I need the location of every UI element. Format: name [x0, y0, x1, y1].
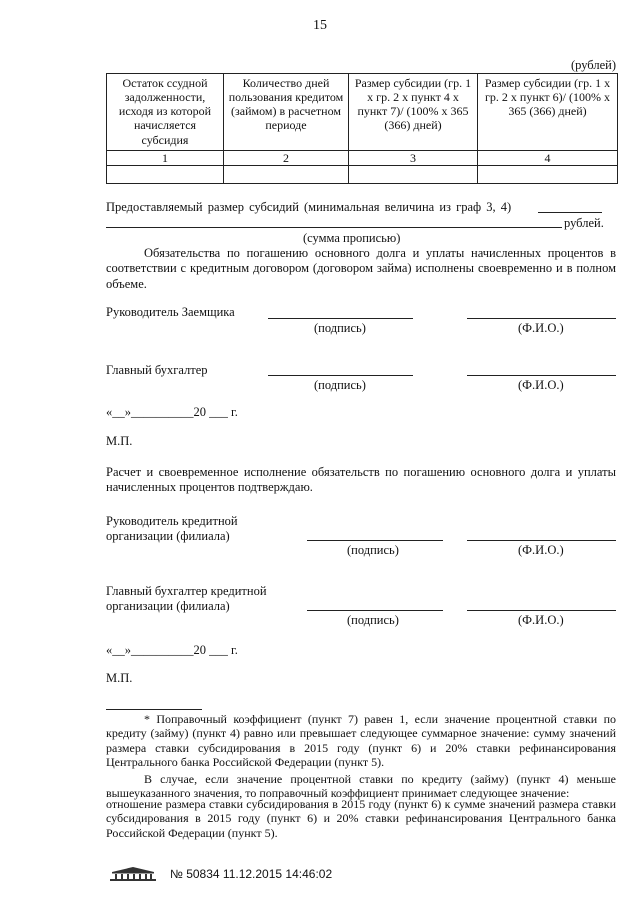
registration-number: № 50834 11.12.2015 14:46:02 [170, 867, 333, 881]
table-header-cell: Остаток ссудной задолженности, исходя из которой начисляется субсидия [107, 74, 224, 151]
fio-line [467, 610, 616, 611]
obligations-paragraph: Обязательства по погашению основного долга и уплаты начисленных процентов в соответствии с кредитным договором (договором займа) исполнены своевременно и в полном объеме. [106, 246, 616, 291]
footnote-paragraph: В случае, если значение процентной ставки по кредиту (займу) (пункт 4) меньше вышеуказанного значения, то поправочный коэффициент принимает следующее значение: [106, 772, 616, 801]
sum-in-words-line [106, 227, 562, 228]
signature-line [268, 375, 413, 376]
table-cell [107, 166, 224, 184]
borrower-head-label: Руководитель Заемщика [106, 305, 235, 319]
confirmation-paragraph: Расчет и своевременное исполнение обязательств по погашению основного долга и уплаты начисленных процентов подтверждаю. [106, 465, 616, 495]
table-number-cell: 4 [478, 151, 618, 166]
table-header-cell: Размер субсидии (гр. 1 х гр. 2 х пункт 4 х пункт 7)/ (100% х 365 (366) дней) [349, 74, 478, 151]
fio-line [467, 375, 616, 376]
provided-amount-text: Предоставляемый размер субсидий (минимальная величина из граф 3, 4) [106, 200, 512, 214]
date-line: «__»__________20 ___ г. [106, 643, 238, 657]
signature-caption: (подпись) [347, 613, 399, 627]
bank-accountant-label [106, 584, 326, 615]
date-line: «__»__________20 ___ г. [106, 405, 238, 419]
table-number-cell: 2 [224, 151, 349, 166]
bank-head-label-line: организации (филиала) [106, 529, 230, 544]
table-header-cell: Размер субсидии (гр. 1 х гр. 2 х пункт 6)/ (100% х 365 (366) дней) [478, 74, 618, 151]
footnote-separator [106, 709, 202, 710]
bank-head-label [106, 514, 306, 545]
signature-line [307, 540, 443, 541]
signature-caption: (подпись) [314, 378, 366, 392]
table-row [107, 166, 618, 184]
table-header-cell: Количество дней пользования кредитом (займом) в расчетном периоде [224, 74, 349, 151]
signature-line [307, 610, 443, 611]
footnote-paragraph: * Поправочный коэффициент (пункт 7) равен 1, если значение процентной ставки по кредиту (займу) (пункт 4) равно или превышает следующее суммарное значение: сумму значений размера ставки субсидирования в 2015 году (пункт 6) и 20% ставки рефинансирования Центрального банка Российской Федерации (пункт 5). [106, 712, 616, 770]
page-number: 15 [313, 18, 327, 33]
table-number-row [107, 151, 618, 166]
bank-accountant-label-line: организации (филиала) [106, 599, 230, 614]
stamp-place-label: М.П. [106, 671, 133, 685]
table-number-cell: 1 [107, 151, 224, 166]
registration-stamp [108, 864, 448, 884]
table-cell [478, 166, 618, 184]
fio-caption: (Ф.И.О.) [518, 613, 564, 627]
signature-caption: (подпись) [347, 543, 399, 557]
table-header-row [107, 74, 618, 151]
rubles-label: рублей. [564, 216, 604, 230]
stamp-place-label: М.П. [106, 434, 133, 448]
signature-caption: (подпись) [314, 321, 366, 335]
bank-accountant-label-line: Главный бухгалтер кредитной [106, 584, 267, 598]
fio-line [467, 318, 616, 319]
fio-caption: (Ф.И.О.) [518, 321, 564, 335]
table-cell [224, 166, 349, 184]
table-cell [349, 166, 478, 184]
subsidy-table [106, 73, 618, 184]
chief-accountant-label: Главный бухгалтер [106, 363, 208, 377]
fio-line [467, 540, 616, 541]
provided-amount-line [538, 212, 602, 213]
footnote-paragraph: отношение размера ставки субсидирования в 2015 году (пункт 6) к сумме значений размера ставки субсидирования в 2015 году (пункт 6) и 20% ставки рефинансирования Центрального банка Российской Федерации (пункт 5). [106, 797, 616, 840]
bank-head-label-line: Руководитель кредитной [106, 514, 238, 528]
fio-caption: (Ф.И.О.) [518, 543, 564, 557]
sum-in-words-label: (сумма прописью) [303, 231, 401, 245]
building-logo-icon [108, 866, 158, 882]
table-number-cell: 3 [349, 151, 478, 166]
currency-note: (рублей) [570, 58, 616, 72]
fio-caption: (Ф.И.О.) [518, 378, 564, 392]
signature-line [268, 318, 413, 319]
